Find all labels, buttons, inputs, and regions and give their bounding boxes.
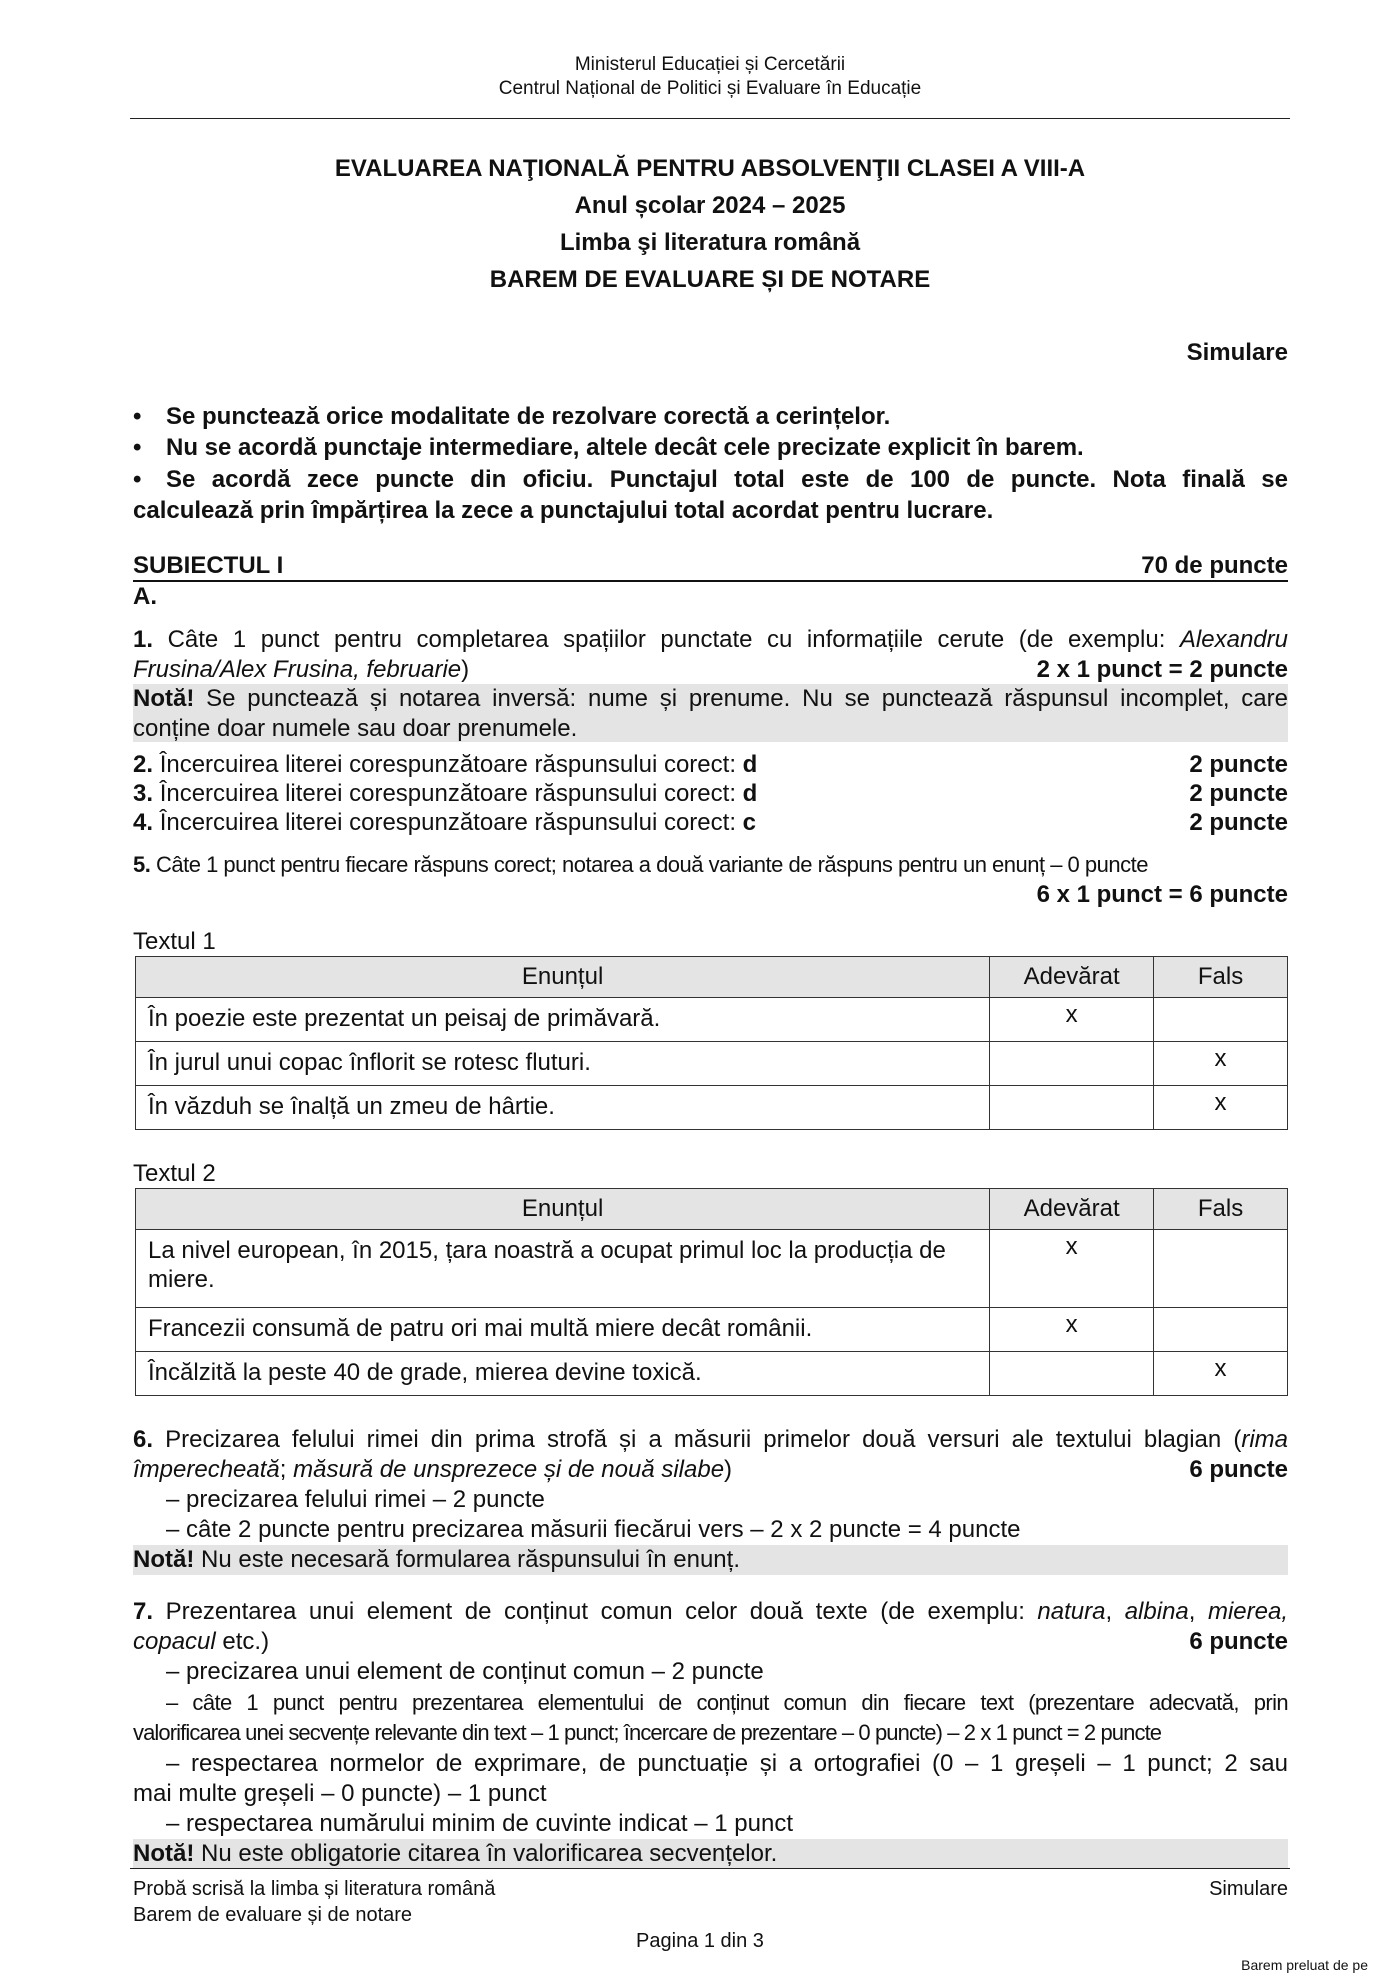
item-2-score: 2 puncte — [1189, 751, 1288, 778]
table-row: La nivel european, în 2015, țara noastră a ocupat primul loc la producția de miere. x — [136, 1230, 1288, 1308]
item-7-score: 6 puncte — [1189, 1628, 1288, 1655]
true-false-table-1 — [135, 956, 1288, 1130]
footer-doc-type: Barem de evaluare și de notare — [133, 1904, 413, 1926]
document-type: BAREM DE EVALUARE ȘI DE NOTARE — [489, 266, 931, 293]
table-2-label: Textul 2 — [133, 1160, 216, 1187]
item-2: 2. Încercuirea literei corespunzătoare răspunsului corect: d 2 puncte — [133, 751, 1288, 778]
item-3-score: 2 puncte — [1189, 780, 1288, 807]
source-note: Barem preluat de pe — [1241, 1957, 1368, 1973]
rule-item-continuation: calculează prin împărțirea la zece a punctajului total acordat pentru lucrare. — [133, 497, 994, 524]
true-false-table-2 — [135, 1188, 1288, 1396]
subject-title: Limba şi literatura română — [559, 229, 861, 256]
item-7-line1: 7. Prezentarea unui element de conținut comun celor două texte (de exemplu: natura, albina, mierea, — [133, 1598, 1289, 1625]
item-1-line2: Frusina/Alex Frusina, februarie) 2 x 1 punct = 2 puncte — [133, 656, 1288, 683]
item-6-note: Notă! Nu este necesară formularea răspunsului în enunț. — [133, 1545, 1288, 1575]
center-name: Centrul Național de Politici și Evaluare în Educație — [498, 78, 922, 99]
page-number: Pagina 1 din 3 — [636, 1930, 764, 1952]
rule-item: • Se punctează orice modalitate de rezolvare corectă a cerințelor. — [133, 403, 891, 430]
table-row: Încălzită la peste 40 de grade, mierea devine toxică. x — [136, 1352, 1288, 1396]
item-6-line2: împerecheată; măsură de unsprezece și de nouă silabe) 6 puncte — [133, 1456, 1288, 1483]
footer-session: Simulare — [1209, 1878, 1288, 1900]
footer-exam: Probă scrisă la limba și literatura română — [133, 1878, 496, 1900]
table-header-row: Enunțul Adevărat Fals — [136, 1189, 1288, 1230]
school-year: Anul școlar 2024 – 2025 — [574, 192, 846, 219]
item-7-line2: copacul etc.) 6 puncte — [133, 1628, 1288, 1655]
rule-item: • Nu se acordă punctaje intermediare, altele decât cele precizate explicit în barem. — [133, 434, 1084, 461]
item-3: 3. Încercuirea literei corespunzătoare răspunsului corect: d 2 puncte — [133, 780, 1288, 807]
rule-item: • Se acordă zece puncte din oficiu. Punctajul total este de 100 de puncte. Nota finală se — [133, 466, 1288, 493]
ministry-name: Ministerul Educației și Cercetării — [574, 54, 846, 75]
item-6-line1: 6. Precizarea felului rimei din prima strofă și a măsurii primelor două versuri ale textului blagian (rima — [133, 1426, 1288, 1453]
item-1-score: 2 x 1 punct = 2 puncte — [1036, 656, 1288, 683]
item-7-criterion: – respectarea numărului minim de cuvinte indicat – 1 punct — [166, 1810, 793, 1837]
item-7-criterion: – câte 1 punct pentru prezentarea elementului de conținut comun din fiecare text (prezentare adecvată, prin — [166, 1690, 1288, 1715]
item-6-criterion: – câte 2 puncte pentru precizarea măsurii fiecărui vers – 2 x 2 puncte = 4 puncte — [166, 1516, 1021, 1543]
subject-name: SUBIECTUL I — [133, 552, 284, 579]
item-1-note: Notă! Se punctează și notarea inversă: nume și prenume. Nu se punctează răspunsul incomplet, care conține doar numele sau doar prenumele. — [133, 685, 1288, 742]
item-5-text: 5. Câte 1 punct pentru fiecare răspuns corect; notarea a două variante de răspuns pentru un enunț – 0 puncte — [133, 852, 1148, 877]
item-1-line1: 1. Câte 1 punct pentru completarea spațiilor punctate cu informațiile cerute (de exemplu: Alexandru — [133, 626, 1288, 653]
item-6-score: 6 puncte — [1189, 1456, 1288, 1483]
item-4-score: 2 puncte — [1189, 809, 1288, 836]
bullet-icon: • — [133, 434, 142, 461]
item-7-criterion: – precizarea unui element de conținut comun – 2 puncte — [166, 1658, 764, 1685]
item-7-criterion-continuation: mai multe greșeli – 0 puncte) – 1 punct — [133, 1780, 547, 1807]
table-1-label: Textul 1 — [133, 928, 216, 955]
subject-points: 70 de puncte — [1141, 552, 1288, 579]
bullet-icon: • — [133, 403, 142, 430]
footer-divider — [130, 1868, 1290, 1869]
item-7-criterion-continuation: valorificarea unei secvențe relevante din text – 1 punct; încercare de prezentare – 0 puncte) – 2 x 1 punct = 2 puncte — [133, 1720, 1162, 1745]
table-row: În jurul unui copac înflorit se rotesc fluturi. x — [136, 1042, 1288, 1086]
item-7-criterion: – respectarea normelor de exprimare, de punctuație și a ortografiei (0 – 1 greșeli – 1 punct; 2 sau — [166, 1750, 1288, 1777]
item-5-score: 6 x 1 punct = 6 puncte — [1036, 881, 1288, 908]
item-7-note: Notă! Nu este obligatorie citarea în valorificarea secvențelor. — [133, 1839, 1288, 1869]
table-row: În poezie este prezentat un peisaj de primăvară. x — [136, 998, 1288, 1042]
subject-part: A. — [133, 583, 157, 610]
bullet-icon: • — [133, 466, 142, 493]
table-header-row: Enunțul Adevărat Fals — [136, 957, 1288, 998]
exam-title: EVALUAREA NAŢIONALĂ PENTRU ABSOLVENŢII CLASEI A VIII-A — [334, 155, 1086, 182]
header-divider — [130, 118, 1290, 119]
session-label: Simulare — [1186, 339, 1288, 366]
item-4: 4. Încercuirea literei corespunzătoare răspunsului corect: c 2 puncte — [133, 809, 1288, 836]
item-6-criterion: – precizarea felului rimei – 2 puncte — [166, 1486, 545, 1513]
table-row: Francezii consumă de patru ori mai multă miere decât românii. x — [136, 1308, 1288, 1352]
table-row: În văzduh se înalță un zmeu de hârtie. x — [136, 1086, 1288, 1130]
subject-heading — [133, 551, 1288, 582]
